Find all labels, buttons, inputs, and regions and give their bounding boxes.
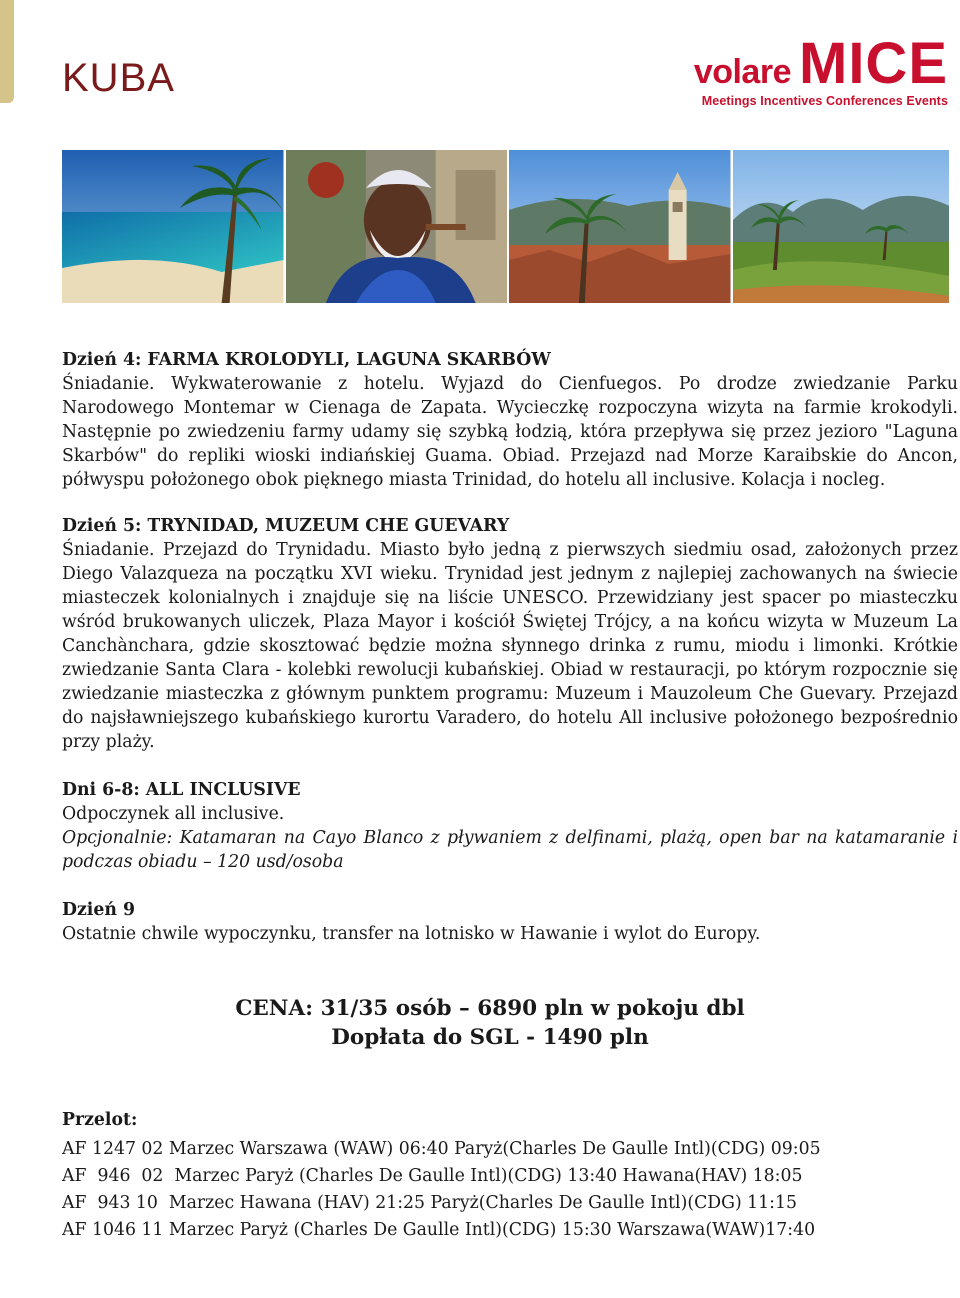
day5-text: Śniadanie. Przejazd do Trynidadu. Miasto było jedną z pierwszych siedmiu osad, założonych przez Diego Valazqueza na początku XVI wieku. Trynidad jest jednym z najlepiej zachowanych na świecie miasteczek kolonialnych i znajduje się na liście UNESCO. Przewidziany jest spacer po miasteczku wśród brukowanych uliczek, Plaza Mayor i kościół Świętej Trójcy, a na końcu wizyta w Muzeum La Canchànchara, gdzie skosztować będzie można słynnego drinka z rumu, miodu i limonki. Krótkie zwiedzanie Santa Clara - kolebki rewolucji kubańskiej. Obiad w restauracji, po którym rozpocznie się zwiedzanie miasteczka z głównym punktem programu: Muzeum i Mauzoleum Che Guevary. Przejazd do najsławniejszego kubańskiego kurortu Varadero, do hotelu All inclusive położonego bezpośrednio przy plaży.	[62, 540, 958, 752]
itinerary-content	[62, 348, 958, 1244]
photo-strip	[62, 150, 949, 303]
day5-section	[62, 514, 958, 754]
day4-heading: Dzień 4: FARMA KROLODYLI, LAGUNA SKARBÓW	[62, 350, 551, 370]
side-tab	[0, 0, 14, 103]
flight-row: AF 1247 02 Marzec Warszawa (WAW) 06:40 Paryż(Charles De Gaulle Intl)(CDG) 09:05	[62, 1139, 821, 1159]
day9-heading: Dzień 9	[62, 900, 135, 920]
cuban-man-photo	[286, 150, 508, 303]
valley-photo	[733, 150, 950, 303]
flight-row: AF 943 10 Marzec Hawana (HAV) 21:25 Paryż(Charles De Gaulle Intl)(CDG) 11:15	[62, 1193, 797, 1213]
trinidad-photo	[509, 150, 731, 303]
flights-section	[62, 1108, 958, 1244]
days6-8-heading: Dni 6-8: ALL INCLUSIVE	[62, 780, 301, 800]
price-block	[42, 994, 938, 1052]
single-supplement-line: Dopłata do SGL - 1490 pln	[331, 1025, 649, 1050]
company-logo	[693, 31, 948, 108]
page-title: KUBA	[62, 56, 175, 100]
day9-text: Ostatnie chwile wypoczynku, transfer na lotnisko w Hawanie i wylot do Europy.	[62, 924, 761, 944]
day9-section	[62, 898, 958, 946]
days6-8-section	[62, 778, 958, 874]
day4-section	[62, 348, 958, 492]
day4-text: Śniadanie. Wykwaterowanie z hotelu. Wyjazd do Cienfuegos. Po drodze zwiedzanie Parku Narodowego Montemar w Cienaga de Zapata. Wycieczkę rozpoczyna wizyta na farmie krokodyli. Następnie po zwiedzeniu farmy udamy się szybką łodzią, która przepływa się przez jezioro "Laguna Skarbów" do repliki wioski indiańskiej Guama. Obiad. Przejazd nad Morze Karaibskie do Ancon, półwyspu położonego obok pięknego miasta Trinidad, do hotelu all inclusive. Kolacja i nocleg.	[62, 374, 958, 490]
logo-brand: volare	[693, 53, 791, 91]
flights-heading: Przelot:	[62, 1110, 138, 1130]
logo-tagline: Meetings Incentives Conferences Events	[701, 94, 948, 108]
days6-8-text: Odpoczynek all inclusive.	[62, 804, 285, 824]
days6-8-optional: Opcjonalnie: Katamaran na Cayo Blanco z pływaniem z delfinami, plażą, open bar na katamaranie i podczas obiadu – 120 usd/osoba	[62, 828, 958, 872]
logo-mark: MICE	[799, 31, 948, 96]
flight-row: AF 1046 11 Marzec Paryż (Charles De Gaulle Intl)(CDG) 15:30 Warszawa(WAW)17:40	[62, 1220, 816, 1240]
day5-heading: Dzień 5: TRYNIDAD, MUZEUM CHE GUEVARY	[62, 516, 510, 536]
price-line: CENA: 31/35 osób – 6890 pln w pokoju dbl	[235, 996, 745, 1021]
beach-photo	[62, 150, 284, 303]
flight-row: AF 946 02 Marzec Paryż (Charles De Gaulle Intl)(CDG) 13:40 Hawana(HAV) 18:05	[62, 1166, 803, 1186]
